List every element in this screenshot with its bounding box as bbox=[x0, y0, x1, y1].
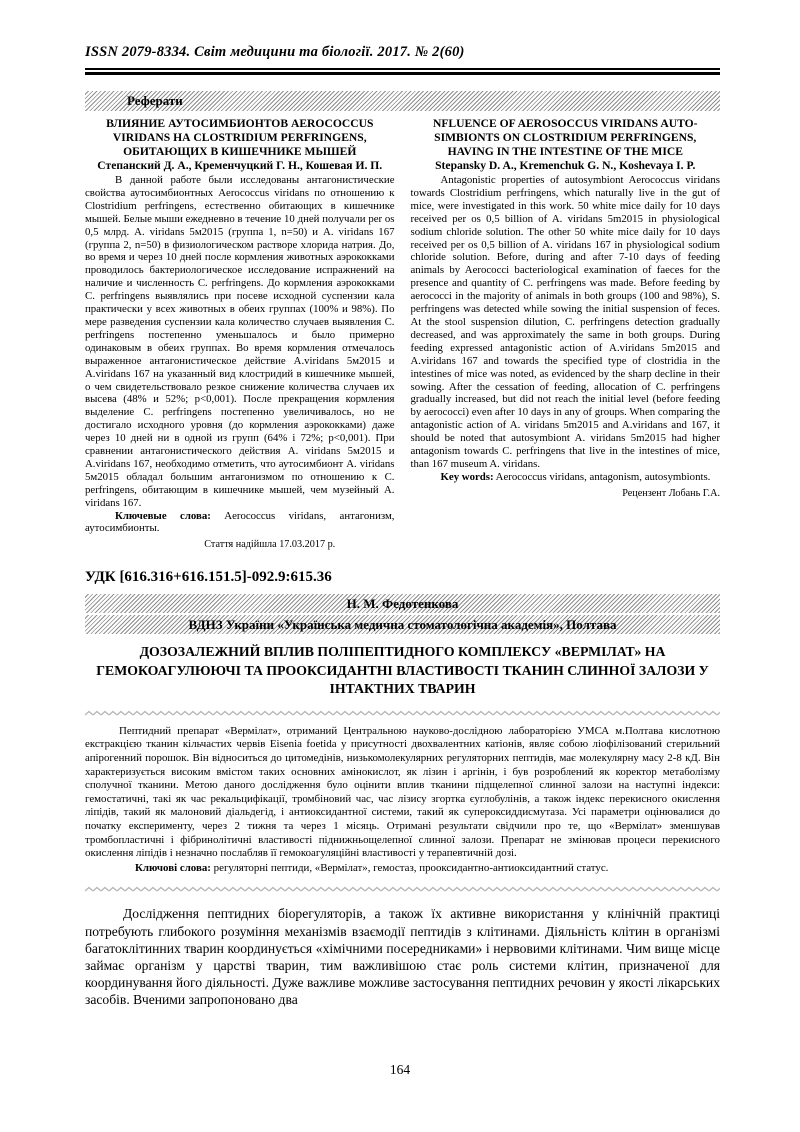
abstract-ru-keywords-label: Ключевые слова: bbox=[115, 509, 211, 522]
header-rule-thin bbox=[85, 68, 720, 70]
abstracts-columns bbox=[85, 117, 720, 552]
abstract-en-authors: Stepansky D. A., Kremenchuk G. N., Koshevaya I. P. bbox=[435, 159, 696, 172]
udc-code: УДК [616.316+616.151.5]-092.9:615.36 bbox=[85, 569, 332, 586]
abstract-en-title: NFLUENCE OF AEROSOCCUS VIRIDANS AUTO-SIMBIONTS ON CLOSTRIDIUM PERFRINGENS, HAVING IN THE INTESTINE OF THE MICE bbox=[432, 117, 698, 158]
journal-issn-header: ISSN 2079-8334. Світ медицини та біології. 2017. № 2(60) bbox=[85, 44, 465, 60]
abstract-en-body: Antagonistic properties of autosymbiont Aerococcus viridans towards Clostridium perfringens, which naturally live in the gut of mice, were investigated in this work. 50 white mice daily for 10 days received per os 0,5 billion of A. viridans 5m2015 in physiological sodium chloride solution. The other 50 white mice daily for 10 days received per os 0,5 billion of A. viridans 167 in physiological sodium chloride solution. Before, during and after 7-10 days of feeding animals by Aerococci bacteriological examination of faeces for the presence and quantity of C. perfringens was made. Before feeding by aerococci in the majority of animals in both groups (100 and 98%), S. perfringens was detected while sowing the initial suspension of feces. At the stool suspension dilution, C. perfringens detection gradually decreased, and was approximately the same in both groups. During feeding expressed antagonistic action of A.viridans 5m2015 and A.viridans 167 and towards the specified type of clostridia in the intestines of mice was noted, as evidenced by the sharp decline in their sowing. After the cessation of feeding, allocation of C. perfringens gradually increased, but did not reach the initial level (before feeding by aerococci) even after 10 days in any of groups. When comparing the antagonistic action of A. viridans 5m2015 and A.viridans and 167, it should be noted that autosymbiont A. viridans 5m2015 had higher antagonism towards C. perfringens that live in the intestines of mice, than 167 museum A. viridans. bbox=[410, 174, 720, 470]
article-affiliation: ВДНЗ України «Українська медична стоматологічна академія», Полтава bbox=[85, 615, 720, 634]
article-received-date: Стаття надійшла 17.03.2017 р. bbox=[204, 539, 336, 551]
section-band-referaty: Реферати bbox=[85, 91, 720, 111]
article-keywords bbox=[85, 862, 720, 876]
header-rule-thick bbox=[85, 72, 720, 75]
abstract-column-english bbox=[411, 117, 721, 552]
abstract-ru-keywords bbox=[85, 510, 395, 536]
article-keywords-text: регуляторні пептиди, «Вермілат», гемостаз, прооксидантно-антиоксидантний статус. bbox=[210, 861, 609, 874]
abstract-ru-body: В данной работе были исследованы антагонистические свойства аутосимбионтных Aerococcus viridans по отношению к Clostridium perfringens, естественно обитающих в кишечнике мышей. Белые мыши ежедневно в течение 10 дней получали per os 0,5 млрд. A. viridans 5м2015 (группа 1, n=50) и A. viridans 167 (группа 2, n=50) в физиологическом растворе хлорида натрия. До, во время и через 10 дней после кормления животных аэрококками проводилось бактериологическое исследование испражнений на наличие и численность C. perfringens. До кормления аэрококками C. perfringens выявлялись при посеве исходной суспензии кала практически у всех животных в обеих группах (100% и 98%). По мере разведения суспензии кала количество случаев выявления C. perfringens постепенно уменьшалось и было примерно одинаковым в обеих группах. Во время кормления отмечалось выраженное антагонистическое действие A.viridans 5м2015 и A.viridans 167 на указанный вид клостридий в кишечнике мышей, о чем свидетельствовало резкое снижение количества случаев их высева (48% и 52%; p<0,001). После прекращения кормления выделение C. perfringens постепенно увеличивалось, но не достигало исходного уровня (до кормления аэрококками) даже через 10 дней ни в одной из групп (64% і 72%; p<0,001). При сравнении антагонистического действия A. viridans 5м2015 и A.viridans 167, необходимо отметить, что аутосимбионт A. viridans 5м2015 обладал большим антагонизмом по отношению к C. perfringens, обитающим в кишечнике мышей, чем музейный A. viridans 167. bbox=[85, 174, 395, 509]
zigzag-separator-top bbox=[85, 704, 720, 722]
article-keywords-label: Ключові слова: bbox=[135, 861, 211, 874]
article-body-paragraph: Дослідження пептидних біорегуляторів, а також їх активне використання у клінічній практиці потребують глибокого розуміння механізмів взаємодії пептидів з клітинами. Діяльність клітин в організмі багатоклітинних тварин координується «хімічними посередниками» і нервовими клітинами. Чим вище місце займає організм у царстві тварин, тим важливішою стає роль системи клітин, призначеної для координування його діяльності. Дуже важливе можливе застосування пептидних речовин у якості лікарських засобів. Вченими запропоновано два bbox=[85, 906, 720, 1008]
abstract-en-keywords-label: Key words: bbox=[440, 470, 494, 483]
abstract-ru-keywords-text: Aerococcus viridans, антагонизм, аутосимбионты. bbox=[85, 509, 395, 535]
article-author: Н. М. Федотенкова bbox=[85, 594, 720, 613]
abstract-en-keywords bbox=[411, 471, 721, 484]
article-abstract: Пептидний препарат «Вермілат», отриманий Центральною науково-дослідною лабораторією УМСА м.Полтава кислотною екстракцією тканин кільчастих червів Eisenia foetida у присутності двохвалентних катіонів, являє собою ліофілізований стерильний апірогенний порошок. Він відноситься до цитомедінів, низькомолекулярних регуляторних пептидів, має молекулярну масу 2-8 кД. Він характеризується високим вмістом таких основних амінокислот, як лізин і аргінін, і був розроблений як коректор метаболізму сполучної тканини. Метою даного дослідження було оцінити вплив тканини підщелепної слинної залози на наступні індекси: гемостатичні, такі як час рекальцифікації, тромбіновий час, час лізису згортка єуглобулінів, а також індекс перекисного окислення ліпідів, такий як малоновий діальдегід, і антиоксидантної системи, такий як супероксиддисмутаза. Усі параметри оцінювалися до початку експерименту, через 2 тижня та через 1 місяць. Отримані результати свідчили про те, що «Вермілат» зменшував тромбопластичні і фібринолітичні властивості піднижньощелепної слинної залози. Препарат не змінював процеси перекисного окислення ліпідів і незначно послабляв її гемокоагуляційні властивості у терапевтичній дозі. bbox=[85, 724, 720, 860]
author-affiliation-band bbox=[85, 594, 720, 634]
abstract-en-keywords-text: Aerococcus viridans, antagonism, autosymbionts. bbox=[493, 470, 711, 483]
article-reviewer: Рецензент Лобань Г.А. bbox=[622, 487, 720, 499]
article-title: ДОЗОЗАЛЕЖНИЙ ВПЛИВ ПОЛІПЕПТИДНОГО КОМПЛЕКСУ «ВЕРМІЛАТ» НА ГЕМОКОАГУЛЮЮЧІ ТА ПРООКСИДАНТНІ ВЛАСТИВОСТІ ТКАНИН СЛИННОЇ ЗАЛОЗИ У ІНТАКТНИХ ТВАРИН bbox=[96, 644, 709, 697]
abstract-ru-title: ВЛИЯНИЕ АУТОСИМБИОНТОВ AEROCOCCUS VIRIDANS НА CLOSTRIDIUM PERFRINGENS, ОБИТАЮЩИХ В КИШЕЧНИКЕ МЫШЕЙ bbox=[106, 117, 374, 158]
abstract-column-russian bbox=[85, 117, 395, 552]
abstract-ru-authors: Степанский Д. А., Кременчуцкий Г. Н., Кошевая И. П. bbox=[97, 159, 383, 172]
page-number: 164 bbox=[389, 1062, 411, 1077]
zigzag-separator-bottom bbox=[85, 880, 720, 898]
